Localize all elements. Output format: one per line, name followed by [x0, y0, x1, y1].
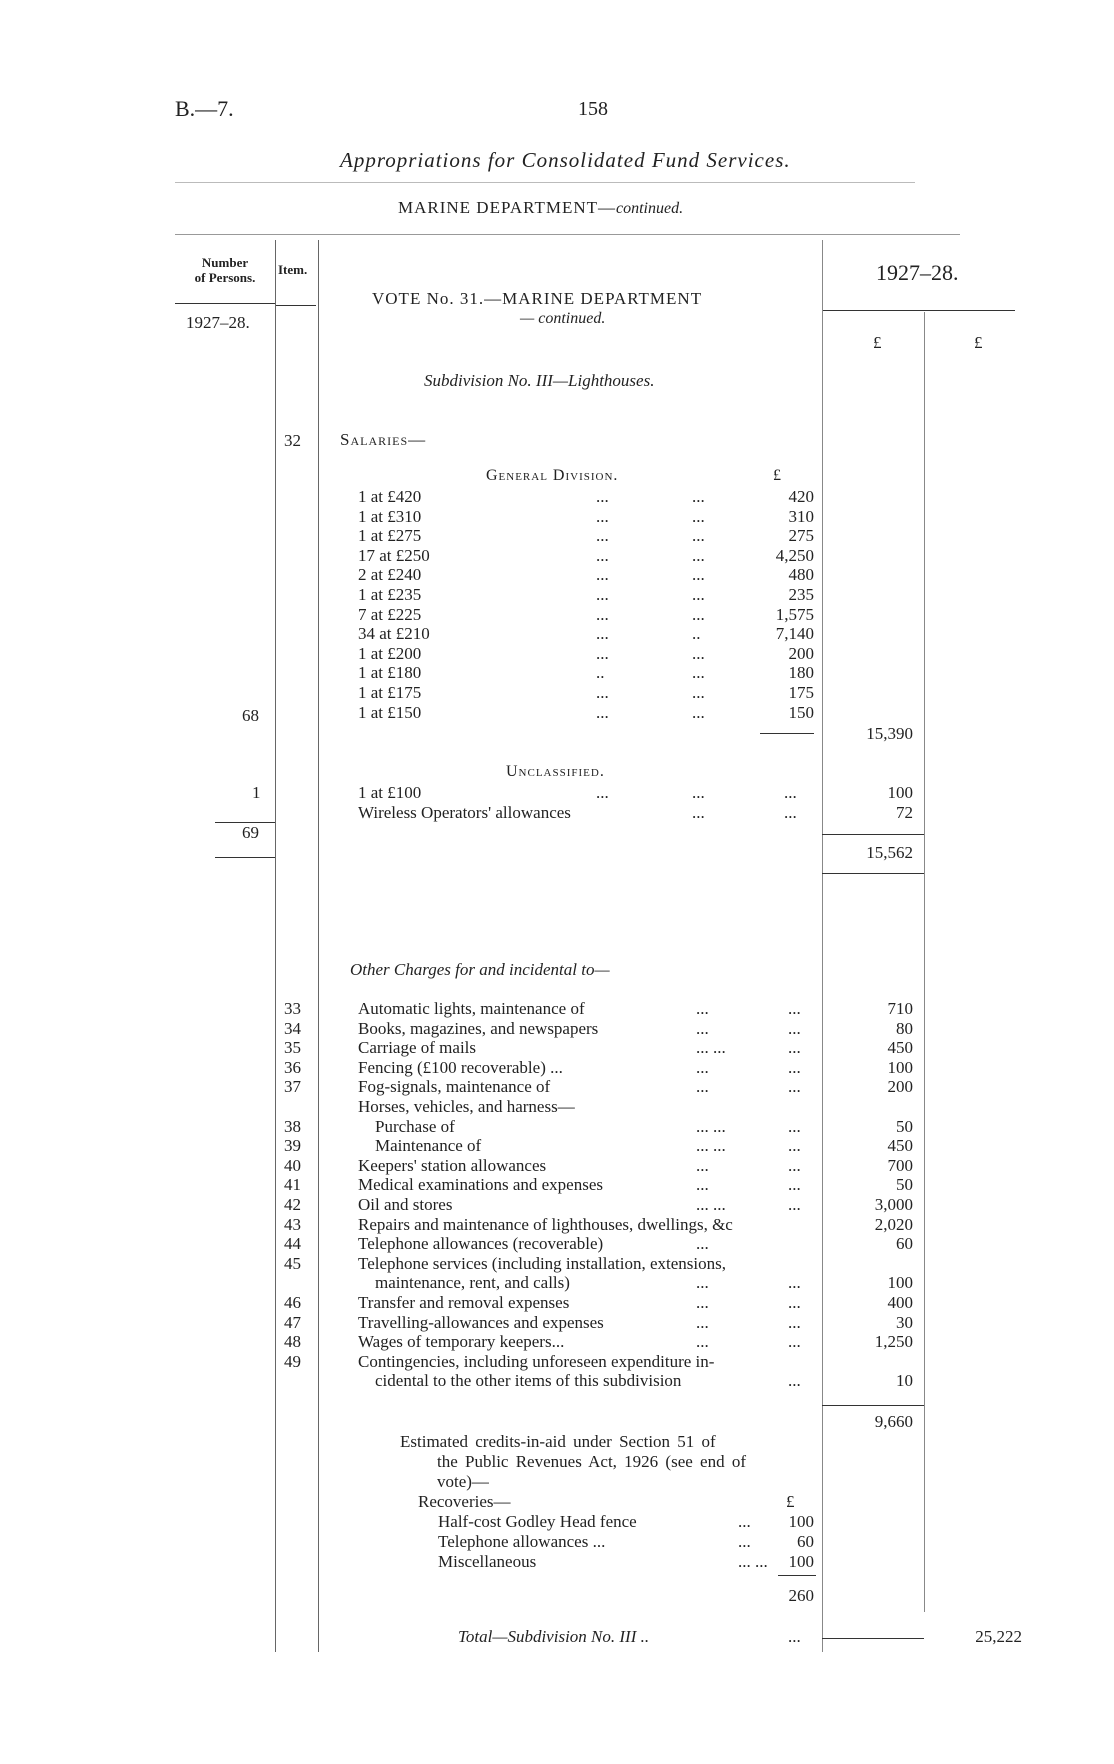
- salary-row-dots: ...: [596, 643, 609, 663]
- charge-amount: 2,020: [874, 1214, 913, 1234]
- charge-amount: 30: [896, 1312, 913, 1332]
- charge-dots: ...: [696, 1175, 709, 1195]
- charge-dots: ... ...: [696, 1038, 726, 1058]
- salary-row-desc: 1 at £200: [358, 643, 422, 663]
- salary-row-amount: 1,575: [775, 604, 814, 624]
- charge-desc: Contingencies, including unforeseen expenditure in-: [358, 1351, 715, 1371]
- charge-dots: ...: [696, 999, 709, 1018]
- grand-total-label: Total—Subdivision No. III ..: [458, 1627, 650, 1646]
- desc-amount-divider: [822, 240, 823, 1652]
- salary-row-desc: 1 at £235: [358, 585, 422, 604]
- charge-dots: ...: [788, 1293, 801, 1312]
- salary-row-amount: 175: [788, 683, 814, 702]
- salary-row-dots: ..: [596, 663, 605, 683]
- charge-amount: 450: [887, 1136, 913, 1156]
- charge-item-number: 47: [284, 1312, 301, 1332]
- charge-desc: Medical examinations and expenses: [358, 1175, 604, 1195]
- persons-header-line2: of Persons.: [194, 270, 256, 285]
- charge-item-number: 46: [284, 1293, 301, 1312]
- salary-row-amount: 180: [788, 663, 814, 683]
- charge-dots: ...: [788, 1195, 801, 1214]
- subdivision-title: Subdivision No. III—Lighthouses.: [424, 371, 655, 390]
- item-desc-divider: [318, 240, 319, 1652]
- credits-total: 260: [788, 1586, 814, 1605]
- charge-desc: Carriage of mails: [358, 1038, 477, 1058]
- salary-row-dots: ...: [596, 624, 609, 644]
- salary-row-desc: 34 at £210: [358, 624, 430, 644]
- charge-amount: 450: [887, 1038, 913, 1058]
- salary-row-dots: ...: [692, 683, 705, 702]
- credits-pound-sign: £: [786, 1492, 795, 1511]
- charge-dots: ...: [788, 1018, 801, 1038]
- department-name: MARINE DEPARTMENT—: [398, 198, 616, 217]
- charge-desc: Wages of temporary keepers...: [358, 1332, 565, 1352]
- charge-desc: Telephone allowances (recoverable): [358, 1234, 604, 1254]
- salaries-pound-sign: £: [773, 467, 781, 484]
- salary-row-dots: ...: [692, 526, 705, 546]
- credit-desc: Half-cost Godley Head fence: [438, 1512, 637, 1531]
- charge-desc: Maintenance of: [358, 1136, 482, 1156]
- persons-header-line1: Number: [201, 255, 249, 270]
- unclassified-row-dots: ...: [692, 783, 705, 802]
- salaries-item-number: 32: [284, 431, 301, 450]
- header-top-rule: [175, 234, 960, 235]
- vote-title: VOTE No. 31.—MARINE DEPARTMENT: [372, 289, 703, 308]
- salary-row-amount: 310: [788, 506, 814, 526]
- salary-row-amount: 7,140: [775, 624, 814, 644]
- credits-line-1: Estimated credits-in-aid under Section 51 of: [400, 1432, 716, 1451]
- charge-amount: 100: [887, 1057, 913, 1077]
- general-subtotal-rule: [760, 733, 814, 734]
- charge-item-number: 49: [284, 1351, 301, 1371]
- persons-total: 69: [242, 823, 259, 842]
- salary-row-dots: ...: [596, 545, 609, 565]
- unclassified-row-persons: 1: [252, 783, 261, 802]
- charge-dots: ... ...: [696, 1195, 726, 1214]
- charge-item-number: 45: [284, 1253, 301, 1273]
- charge-amount: 1,250: [874, 1332, 913, 1352]
- charge-item-number: 34: [284, 1018, 301, 1038]
- salaries-label: Salaries—: [340, 430, 427, 449]
- charge-desc: Fencing (£100 recoverable) ...: [358, 1057, 563, 1077]
- other-charges-total-rule: [822, 1405, 924, 1406]
- salary-row-desc: 1 at £180: [358, 663, 422, 683]
- salary-row-amount: 4,250: [775, 545, 814, 565]
- credit-dots: ... ...: [738, 1552, 768, 1571]
- salary-row-dots: ...: [596, 526, 609, 546]
- charge-dots: ...: [788, 1155, 801, 1175]
- charge-dots: ...: [696, 1293, 709, 1312]
- year-header-right: 1927–28.: [876, 260, 959, 285]
- charge-item-number: 40: [284, 1155, 301, 1175]
- charge-item-number: 44: [284, 1234, 301, 1254]
- salary-row-amount: 200: [788, 643, 814, 663]
- salary-row-dots: ..: [692, 624, 701, 644]
- charge-item-number: 38: [284, 1116, 301, 1136]
- salary-row-dots: ...: [596, 585, 609, 604]
- charge-amount: 710: [887, 999, 913, 1018]
- persons-general: 68: [242, 706, 259, 725]
- unclassified-heading: Unclassified.: [506, 763, 605, 780]
- salaries-total-rule-bottom: [822, 873, 924, 874]
- charge-desc: Transfer and removal expenses: [358, 1293, 570, 1312]
- charge-item-number: 39: [284, 1136, 301, 1156]
- salary-row-desc: 1 at £310: [358, 506, 422, 526]
- salary-row-dots: ...: [692, 663, 705, 683]
- charge-dots: ... ...: [696, 1116, 726, 1136]
- charge-amount: 200: [887, 1077, 913, 1097]
- charge-dots: ...: [696, 1077, 709, 1097]
- charge-desc: Repairs and maintenance of lighthouses, dwellings, &c: [358, 1214, 733, 1234]
- unclassified-row-dots: ...: [784, 783, 797, 802]
- charge-desc: Keepers' station allowances: [358, 1155, 547, 1175]
- charge-dots: ...: [788, 1116, 801, 1136]
- salaries-total-rule-top: [822, 834, 924, 835]
- year-header-left: 1927–28.: [186, 313, 250, 332]
- salary-row-dots: ...: [692, 604, 705, 624]
- salary-row-desc: 1 at £420: [358, 487, 422, 506]
- general-division-total: 15,390: [866, 724, 913, 743]
- credit-amount: 100: [788, 1512, 814, 1531]
- unclassified-row-dots: ...: [596, 783, 609, 802]
- charge-amount: 3,000: [874, 1195, 913, 1214]
- charge-item-number: 37: [284, 1077, 301, 1097]
- grand-total-rule: [822, 1638, 924, 1639]
- salary-row-dots: ...: [596, 702, 609, 722]
- salary-row-dots: ...: [692, 565, 705, 585]
- title-rule: [175, 182, 915, 183]
- other-charges-heading: Other Charges for and incidental to—: [350, 960, 610, 979]
- charge-dots: ...: [696, 1273, 709, 1293]
- item-header-rule: [276, 305, 316, 306]
- salary-row-amount: 150: [788, 702, 814, 722]
- charge-desc: maintenance, rent, and calls): [358, 1273, 570, 1293]
- salary-row-dots: ...: [692, 506, 705, 526]
- credit-dots: ...: [738, 1512, 751, 1531]
- charge-dots: ...: [788, 1057, 801, 1077]
- charge-dots: ...: [788, 1332, 801, 1352]
- number-of-persons-header: [175, 255, 275, 285]
- charge-item-number: 48: [284, 1332, 301, 1352]
- charge-amount: 60: [896, 1234, 913, 1254]
- credit-desc: Telephone allowances ...: [438, 1532, 606, 1551]
- charge-dots: ...: [788, 1273, 801, 1293]
- charge-amount: 50: [896, 1116, 913, 1136]
- persons-item-divider: [275, 240, 276, 1652]
- charge-dots: ...: [788, 1038, 801, 1058]
- charge-dots: ...: [696, 1155, 709, 1175]
- salary-row-amount: 275: [788, 526, 814, 546]
- charge-item-number: 33: [284, 999, 301, 1018]
- amount-columns-divider: [924, 312, 925, 1612]
- salary-row-dots: ...: [596, 683, 609, 702]
- salary-row-desc: 1 at £150: [358, 702, 422, 722]
- other-charges-total: 9,660: [874, 1412, 913, 1431]
- unclassified-row-amount: 72: [896, 803, 913, 822]
- charge-amount: 400: [887, 1293, 913, 1312]
- charge-desc: Books, magazines, and newspapers: [358, 1018, 599, 1038]
- charge-dots: ...: [788, 999, 801, 1018]
- credits-total-rule: [778, 1575, 816, 1576]
- charge-dots: ...: [696, 1312, 709, 1332]
- salary-row-dots: ...: [692, 643, 705, 663]
- charge-item-number: 35: [284, 1038, 301, 1058]
- charge-desc: Fog-signals, maintenance of: [358, 1077, 551, 1097]
- charge-dots: ...: [788, 1077, 801, 1097]
- salaries-total: 15,562: [866, 843, 913, 862]
- charge-dots: ...: [788, 1136, 801, 1156]
- persons-total-rule-bottom: [215, 857, 275, 858]
- charge-amount: 100: [887, 1273, 913, 1293]
- salary-row-desc: 1 at £175: [358, 683, 422, 702]
- salary-row-dots: ...: [596, 487, 609, 506]
- charge-dots: ...: [788, 1371, 801, 1391]
- salary-row-dots: ...: [692, 585, 705, 604]
- grand-total-amount: 25,222: [975, 1627, 1022, 1646]
- salary-row-dots: ...: [692, 545, 705, 565]
- pound-header-2: £: [974, 333, 983, 352]
- charge-amount: 10: [896, 1371, 913, 1391]
- charge-dots: ...: [696, 1234, 709, 1254]
- unclassified-row-dots: ...: [692, 803, 705, 822]
- unclassified-row-desc: 1 at £100: [358, 783, 422, 802]
- persons-header-rule: [175, 303, 275, 304]
- charge-amount: 700: [887, 1155, 913, 1175]
- charge-desc: Purchase of: [358, 1116, 455, 1136]
- charge-amount: 50: [896, 1175, 913, 1195]
- charge-item-number: 36: [284, 1057, 301, 1077]
- credit-amount: 60: [797, 1532, 814, 1551]
- general-division-heading: General Division.: [486, 467, 619, 484]
- salary-row-desc: 17 at £250: [358, 545, 430, 565]
- salary-row-dots: ...: [692, 487, 705, 506]
- salary-row-dots: ...: [596, 565, 609, 585]
- charge-item-number: 43: [284, 1214, 301, 1234]
- credits-line-3: vote)—: [437, 1472, 489, 1491]
- charge-desc: Oil and stores: [358, 1195, 453, 1214]
- salary-row-dots: ...: [596, 604, 609, 624]
- charge-item-number: 41: [284, 1175, 301, 1195]
- charge-desc: Travelling-allowances and expenses: [358, 1312, 604, 1332]
- credit-desc: Miscellaneous: [438, 1552, 537, 1571]
- item-header: Item.: [278, 262, 308, 277]
- salary-row-desc: 2 at £240: [358, 565, 422, 585]
- page-title: Appropriations for Consolidated Fund Services.: [340, 148, 791, 172]
- credit-dots: ...: [738, 1532, 751, 1551]
- salary-row-desc: 7 at £225: [358, 604, 422, 624]
- credits-line-2: the Public Revenues Act, 1926 (see end of: [437, 1452, 746, 1471]
- salary-row-dots: ...: [692, 702, 705, 722]
- vote-continued: — continued.: [520, 310, 606, 327]
- charge-dots: ...: [696, 1332, 709, 1352]
- credit-amount: 100: [788, 1552, 814, 1571]
- department-heading: [398, 198, 683, 218]
- charge-dots: ...: [788, 1312, 801, 1332]
- charge-desc: Automatic lights, maintenance of: [358, 999, 585, 1018]
- charge-item-number: 42: [284, 1195, 301, 1214]
- salary-row-dots: ...: [596, 506, 609, 526]
- recoveries-label: Recoveries—: [418, 1492, 511, 1511]
- unclassified-row-amount: 100: [887, 783, 913, 802]
- year-header-rule: [822, 310, 1015, 311]
- charge-desc: Horses, vehicles, and harness—: [358, 1097, 575, 1116]
- salary-row-desc: 1 at £275: [358, 526, 422, 546]
- charge-dots: ... ...: [696, 1136, 726, 1156]
- unclassified-row-desc: Wireless Operators' allowances: [358, 803, 571, 822]
- unclassified-row-dots: ...: [784, 803, 797, 822]
- page-number: 158: [578, 98, 608, 120]
- page-code: B.—7.: [175, 96, 234, 121]
- grand-total-dots: ...: [788, 1627, 801, 1646]
- pound-header-1: £: [873, 333, 882, 352]
- charge-desc: cidental to the other items of this subdivision: [358, 1371, 682, 1391]
- department-continued: continued.: [616, 200, 684, 217]
- salary-row-amount: 420: [788, 487, 814, 506]
- salary-row-amount: 480: [788, 565, 814, 585]
- charge-dots: ...: [696, 1018, 709, 1038]
- charge-dots: ...: [788, 1175, 801, 1195]
- charge-dots: ...: [696, 1057, 709, 1077]
- charge-desc: Telephone services (including installation, extensions,: [358, 1253, 726, 1273]
- charge-amount: 80: [896, 1018, 913, 1038]
- salary-row-amount: 235: [788, 585, 814, 604]
